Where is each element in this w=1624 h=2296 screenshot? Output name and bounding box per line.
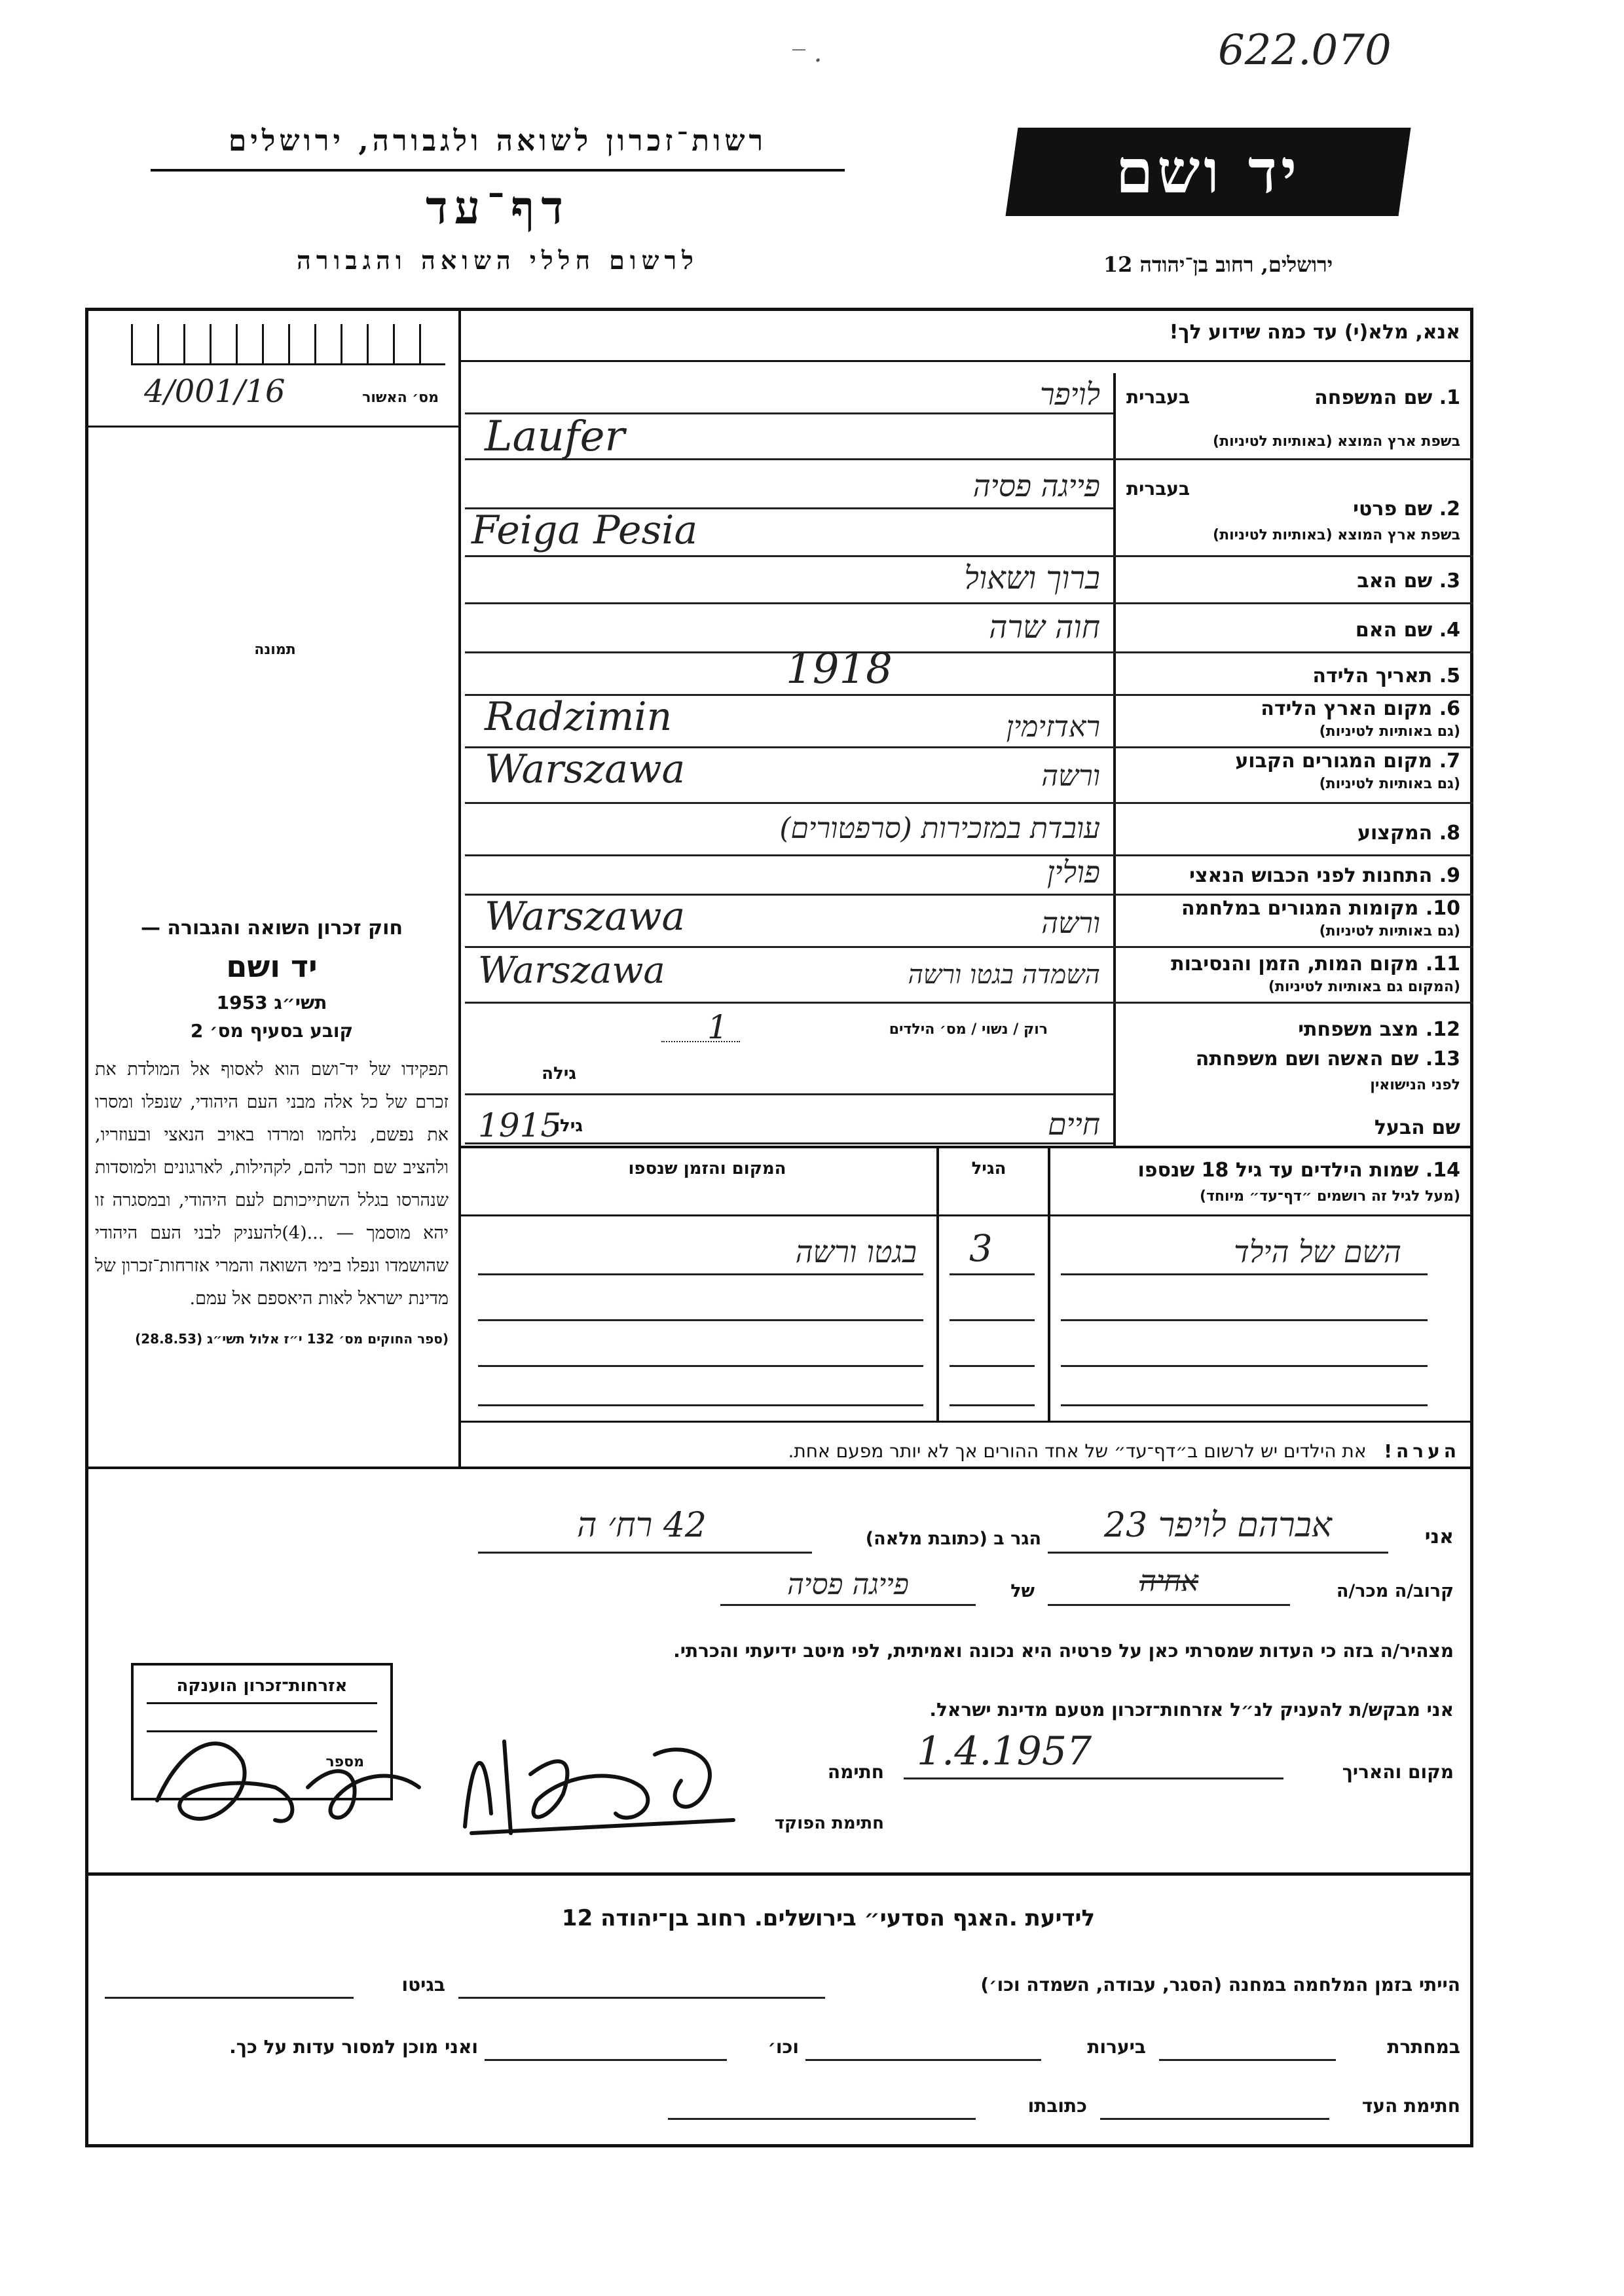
- field-1-bottom: [465, 458, 1473, 460]
- footer-line1-blank1: [458, 1997, 825, 1999]
- footer-line1-blank2: [105, 1997, 354, 1999]
- field-12-label: 12. מצב משפחתי: [1298, 1018, 1460, 1041]
- clerk-label: חתימת הפוקד: [774, 1813, 884, 1833]
- children-col-divider-2: [1048, 1146, 1050, 1421]
- field-5-label: 5. תאריך הלידה: [1312, 665, 1460, 687]
- field-6-value-latin: Radzimin: [485, 694, 673, 740]
- date-line: [904, 1777, 1283, 1779]
- place-date-label: מקום והאריך: [1342, 1761, 1454, 1783]
- field-1-label: 1. שם המשפחה: [1314, 386, 1460, 409]
- field-7-line: [465, 802, 1473, 804]
- field-1-hebrew-tag: בעברית: [1126, 386, 1190, 408]
- field-7-note: (גם באותיות לטיניות): [1319, 776, 1460, 792]
- footer-line2-c: וכו׳: [767, 2036, 799, 2058]
- address: ירושלים, רחוב בן־יהודה 12: [1103, 252, 1333, 277]
- children-col-place: המקום והזמן שנספו: [628, 1159, 786, 1178]
- declarant-address: 42 רח׳ ה: [576, 1506, 707, 1545]
- citizenship-box-title: אזרחות־זכרון הוענקה: [176, 1676, 348, 1696]
- law-body: תפקידו של יד־ושם הוא לאסוף אל המולדת את זכרם של כל אלה מבני העם היהודי, שנפלו ומסרו את נפשם, נלחמו ומרדו באויב הנאצי ובעוזריו, ולהציב שם וזכר להם, לקהילות, לארגונים ולמוסדות שנהרסו בגלל השתייכותם לעם היהודי, ובמסגרה זו יהא מוסמך — ...(4)להעניק לבני העם היהודי שהושמדו ונפלו בימי השואה והמרי אזרחות־זכרון של מדינת ישראל לאות היאספם אל עמם.: [95, 1059, 449, 1309]
- child-row-1-place: [478, 1273, 923, 1275]
- children-header-rule: [458, 1214, 1473, 1216]
- child-row-4-name: [1061, 1404, 1428, 1406]
- side-law-panel: [95, 917, 449, 1347]
- husband-label: שם הבעל: [1374, 1116, 1460, 1139]
- field-10-label: 10. מקומות המגורים במלחמה: [1181, 897, 1460, 920]
- signature-label: חתימה: [827, 1761, 884, 1783]
- intro-rule: [458, 360, 1473, 362]
- relation-label: קרוב/ה מכר/ה: [1336, 1581, 1454, 1601]
- declarant-name-line: [1048, 1552, 1388, 1554]
- ani-label: אני: [1424, 1525, 1454, 1548]
- child-row-4-place: [478, 1404, 923, 1406]
- reference-number: 622.070: [1218, 26, 1392, 75]
- children-col-divider-1: [936, 1146, 939, 1421]
- citizenship-box: [131, 1663, 393, 1800]
- intro-text: אנא, מלא(י) עד כמה שידוע לך!: [1169, 321, 1460, 344]
- field-11-label: 11. מקום המות, הזמן והנסיבות: [1171, 953, 1460, 975]
- field-11-note: (המקום גם באותיות לטיניות): [1268, 979, 1460, 995]
- approval-number: 4/001/16: [144, 373, 286, 410]
- approval-ticks: [92, 324, 458, 363]
- footer-line2-blank3: [485, 2059, 727, 2061]
- header-rule: [151, 169, 845, 172]
- citizenship-number-label: מספר: [325, 1754, 364, 1770]
- declarant-name: אברהם לויפר 23: [1103, 1506, 1332, 1545]
- field-3-label: 3. שם האב: [1357, 570, 1460, 592]
- scribble-mark: ‾ ·: [792, 46, 822, 76]
- authority-name: רשות־זכרון לשואה ולגבורה, ירושלים: [228, 124, 767, 158]
- field-12-dots: [661, 1041, 740, 1042]
- children-label: 14. שמות הילדים עד גיל 18 שנספו: [1137, 1159, 1460, 1182]
- field-2-note: בשפת ארץ המוצא (באותיות לטיניות): [1213, 527, 1460, 543]
- field-4-value: חוה שרה: [989, 609, 1100, 646]
- children-col-age: הגיל: [971, 1159, 1006, 1178]
- child-age: 3: [969, 1228, 993, 1270]
- form-subtitle: לרשום חללי השואה והגבורה: [297, 246, 699, 275]
- field-6-note: (גם באותיות לטיניות): [1319, 723, 1460, 740]
- field-11-value-hebrew: השמדה בגטו ורשה: [908, 960, 1100, 990]
- footer-rule: [85, 1872, 1473, 1876]
- field-13-line: [465, 1093, 1113, 1095]
- field-12-value: 1: [707, 1008, 728, 1046]
- field-11-value-latin: Warszawa: [478, 949, 665, 992]
- remark: הערה! את הילדים יש לרשום ב״דף־עד״ של אחד ההורים אך לא יותר מפעם אחת.: [788, 1440, 1460, 1462]
- law-name: יד ושם: [226, 949, 318, 984]
- footer-line3-blank1: [1100, 2118, 1329, 2120]
- footer-line3-a: חתימת העד: [1361, 2095, 1460, 2117]
- field-1-note: בשפת ארץ המוצא (באותיות לטיניות): [1213, 433, 1460, 450]
- field-7-value-latin: Warszawa: [485, 746, 686, 792]
- husband-age-label: גילו: [554, 1116, 583, 1136]
- resident-label: הגר ב (כתובת מלאה): [865, 1529, 1041, 1549]
- field-1-value-hebrew: לויפר: [1039, 376, 1100, 412]
- children-note: (מעל לגיל זה רושמים ״דף־עד״ מיוחד): [1199, 1188, 1460, 1205]
- approval-label: מס׳ האשור: [362, 390, 439, 406]
- child-row-1-age: [950, 1273, 1035, 1275]
- footer-line2-d: ואני מוכן למסור עדות על כך.: [229, 2036, 478, 2058]
- field-11-line: [465, 1002, 1473, 1004]
- declaration-text: מצהיר/ה בזה כי העדות שמסרתי כאן על פרטיה היא נכונה ואמיתית, לפי מיטב ידיעתי והכרתי.: [673, 1640, 1454, 1662]
- footer-line2-blank1: [1159, 2059, 1336, 2061]
- child-row-3-age: [950, 1365, 1035, 1367]
- husband-value: חיים: [1047, 1106, 1100, 1142]
- law-clause: קובע בסעיף מס׳ 2: [190, 1020, 354, 1042]
- declarant-signature: [445, 1715, 747, 1853]
- field-8-label: 8. המקצוע: [1357, 822, 1460, 845]
- date-value: 1.4.1957: [917, 1728, 1092, 1774]
- yad-vashem-logo: יד ושם: [1006, 128, 1411, 216]
- relation-line: [1048, 1604, 1290, 1606]
- children-top-rule: [458, 1146, 1473, 1148]
- field-2-value-latin: Feiga Pesia: [471, 507, 698, 553]
- husband-line: [465, 1142, 1113, 1144]
- approval-rule: [85, 426, 458, 428]
- children-bottom-rule: [458, 1421, 1473, 1423]
- field-12-options: רוק / נשוי / מס׳ הילדים: [889, 1021, 1048, 1038]
- field-3-value: ברוך ושאול: [964, 560, 1100, 596]
- footer-line2-blank2: [805, 2059, 1041, 2061]
- field-9-value: פולין: [1046, 854, 1100, 890]
- field-10-note: (גם באותיות לטיניות): [1319, 923, 1460, 939]
- of-value: פייגה פסיה: [787, 1568, 909, 1601]
- field-6-label: 6. מקום הארץ הלידה: [1261, 697, 1460, 720]
- footer-line1-b: בגיטו: [401, 1974, 445, 1995]
- field-2-value-hebrew: פייגה פסיה: [972, 468, 1100, 503]
- of-label: של: [1010, 1581, 1035, 1601]
- field-4-label: 4. שם האם: [1355, 619, 1460, 642]
- field-4-line: [465, 651, 1473, 653]
- field-6-value-hebrew: ראדזימין: [1006, 710, 1100, 744]
- child-row-3-name: [1061, 1365, 1428, 1367]
- field-1-value-latin: Laufer: [485, 412, 625, 461]
- footer-line1-a: הייתי בזמן המלחמה במחנה (הסגר, עבודה, השמדה וכו׳): [980, 1974, 1460, 1995]
- remark-top-rule: [85, 1467, 1473, 1469]
- child-row-4-age: [950, 1404, 1035, 1406]
- field-13-note: לפני הנישואין: [1370, 1077, 1460, 1093]
- field-2-hebrew-tag: בעברית: [1126, 478, 1190, 500]
- child-row-2-place: [478, 1319, 923, 1321]
- of-line: [720, 1604, 976, 1606]
- field-3-line: [465, 602, 1473, 604]
- field-10-line: [465, 946, 1473, 948]
- law-source: (ספר החוקים מס׳ 132 י״ז אלול תשי״ג (28.8.53): [135, 1331, 449, 1347]
- footer-line2-a: במחתרת: [1387, 2036, 1460, 2058]
- footer-line3-b: כתובתו: [1027, 2095, 1087, 2117]
- child-row-1-name: [1061, 1273, 1428, 1275]
- field-10-value-latin: Warszawa: [485, 894, 686, 939]
- field-5-value: 1918: [786, 645, 893, 693]
- label-column-divider: [1113, 373, 1116, 1146]
- left-column-divider: [458, 308, 461, 1467]
- field-7-value-hebrew: ורשה: [1041, 759, 1100, 793]
- field-8-value: עובדת במזכירות (סרפטורים): [779, 812, 1100, 845]
- photo-label: תמונה: [254, 642, 296, 658]
- footer-line2-b: ביערות: [1087, 2036, 1146, 2058]
- husband-age-value: 1915: [478, 1106, 562, 1144]
- law-year: תשי״ג 1953: [216, 992, 327, 1013]
- wife-age-label: גילה: [542, 1064, 576, 1084]
- relation-value: אחיה: [1139, 1565, 1198, 1598]
- field-2-label: 2. שם פרטי: [1353, 498, 1460, 520]
- declarant-address-line: [478, 1552, 812, 1554]
- law-title: חוק זכרון השואה והגבורה —: [140, 917, 403, 939]
- field-9-label: 9. התחנות לפני הכבוש הנאצי: [1189, 864, 1460, 887]
- child-row-3-place: [478, 1365, 923, 1367]
- form-title: דף־עד: [425, 180, 570, 234]
- footer-line3-blank2: [668, 2118, 976, 2120]
- child-row-2-age: [950, 1319, 1035, 1321]
- child-place: בגטו ורשה: [795, 1234, 917, 1269]
- field-13-label: 13. שם האשה ושם משפחתה: [1195, 1048, 1460, 1070]
- request-text: אני מבקש/ת להעניק לנ״ל אזרחות־זכרון מטעם מדינת ישראל.: [929, 1699, 1454, 1721]
- field-2-bottom: [465, 555, 1473, 557]
- field-7-label: 7. מקום המגורים הקבוע: [1235, 750, 1460, 773]
- child-name: השם של הילד: [1234, 1234, 1401, 1269]
- child-row-2-name: [1061, 1319, 1428, 1321]
- footer-notice: לידיעת .האגף הסדעי״ בירושלים. רחוב בן־יהודה 12: [561, 1905, 1096, 1931]
- field-10-value-hebrew: ורשה: [1041, 907, 1100, 940]
